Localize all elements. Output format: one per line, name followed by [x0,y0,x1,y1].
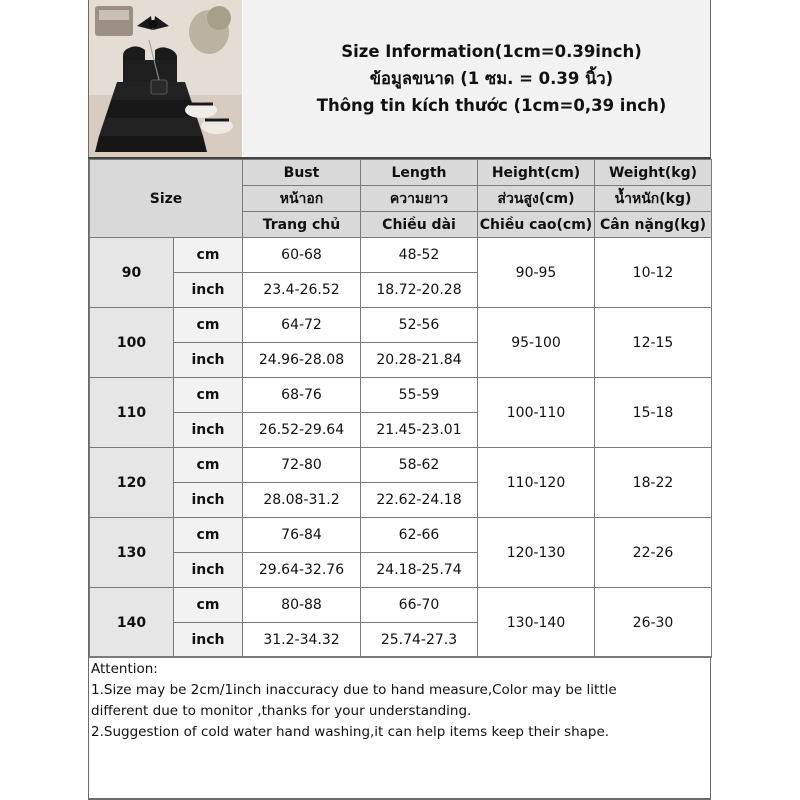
length-cm: 58-62 [361,448,478,483]
unit-inch: inch [174,623,243,658]
notes-divider [88,656,711,657]
col-height-vi: Chiều cao(cm) [478,212,595,238]
size-value: 130 [90,518,174,588]
table-row [90,308,712,343]
size-info-header [243,0,710,157]
unit-inch: inch [174,413,243,448]
unit-cm: cm [174,588,243,623]
attention-notes [91,659,707,743]
bust-inch: 28.08-31.2 [243,483,361,518]
height-value: 100-110 [478,378,595,448]
col-bust-th: หน้าอก [243,186,361,212]
bust-cm: 72-80 [243,448,361,483]
length-inch: 18.72-20.28 [361,273,478,308]
table-row [90,518,712,553]
col-bust-en: Bust [243,160,361,186]
table-row [90,378,712,413]
unit-cm: cm [174,518,243,553]
title-english: Size Information(1cm=0.39inch) [341,42,642,61]
weight-value: 12-15 [595,308,712,378]
unit-cm: cm [174,238,243,273]
col-length-th: ความยาว [361,186,478,212]
size-value: 110 [90,378,174,448]
height-value: 110-120 [478,448,595,518]
length-cm: 55-59 [361,378,478,413]
col-length-vi: Chiều dài [361,212,478,238]
length-inch: 25.74-27.3 [361,623,478,658]
unit-inch: inch [174,483,243,518]
size-value: 100 [90,308,174,378]
unit-cm: cm [174,378,243,413]
weight-value: 26-30 [595,588,712,658]
height-value: 120-130 [478,518,595,588]
length-cm: 48-52 [361,238,478,273]
size-header: Size [90,160,243,238]
size-value: 120 [90,448,174,518]
product-photo-illustration [89,0,242,157]
col-height-th: ส่วนสูง(cm) [478,186,595,212]
table-row [90,238,712,273]
col-weight-th: น้ำหนัก(kg) [595,186,712,212]
unit-inch: inch [174,273,243,308]
size-table [89,159,712,658]
weight-value: 18-22 [595,448,712,518]
bust-inch: 31.2-34.32 [243,623,361,658]
unit-cm: cm [174,448,243,483]
product-photo [89,0,242,157]
bust-cm: 76-84 [243,518,361,553]
col-length-en: Length [361,160,478,186]
bust-inch: 29.64-32.76 [243,553,361,588]
bust-inch: 26.52-29.64 [243,413,361,448]
unit-inch: inch [174,343,243,378]
length-inch: 22.62-24.18 [361,483,478,518]
length-cm: 62-66 [361,518,478,553]
height-value: 130-140 [478,588,595,658]
weight-value: 22-26 [595,518,712,588]
col-bust-vi: Trang chủ [243,212,361,238]
bust-cm: 80-88 [243,588,361,623]
unit-cm: cm [174,308,243,343]
bust-inch: 24.96-28.08 [243,343,361,378]
height-value: 95-100 [478,308,595,378]
size-value: 140 [90,588,174,658]
table-row [90,448,712,483]
col-weight-vi: Cân nặng(kg) [595,212,712,238]
title-thai: ข้อมูลขนาด (1 ซม. = 0.39 นิ้ว) [369,69,614,88]
unit-inch: inch [174,553,243,588]
title-vietnamese: Thông tin kích thước (1cm=0,39 inch) [316,96,667,115]
length-inch: 20.28-21.84 [361,343,478,378]
table-row [90,588,712,623]
length-inch: 21.45-23.01 [361,413,478,448]
note-line-1a: 1.Size may be 2cm/1inch inaccuracy due to hand measure,Color may be little [91,682,617,698]
weight-value: 10-12 [595,238,712,308]
weight-value: 15-18 [595,378,712,448]
size-value: 90 [90,238,174,308]
height-value: 90-95 [478,238,595,308]
col-weight-en: Weight(kg) [595,160,712,186]
bust-cm: 68-76 [243,378,361,413]
length-cm: 52-56 [361,308,478,343]
length-inch: 24.18-25.74 [361,553,478,588]
note-line-1b: different due to monitor ,thanks for your understanding. [91,703,472,719]
bust-cm: 60-68 [243,238,361,273]
bust-cm: 64-72 [243,308,361,343]
notes-heading: Attention: [91,661,158,677]
bust-inch: 23.4-26.52 [243,273,361,308]
note-line-2: 2.Suggestion of cold water hand washing,it can help items keep their shape. [91,724,610,740]
length-cm: 66-70 [361,588,478,623]
col-height-en: Height(cm) [478,160,595,186]
